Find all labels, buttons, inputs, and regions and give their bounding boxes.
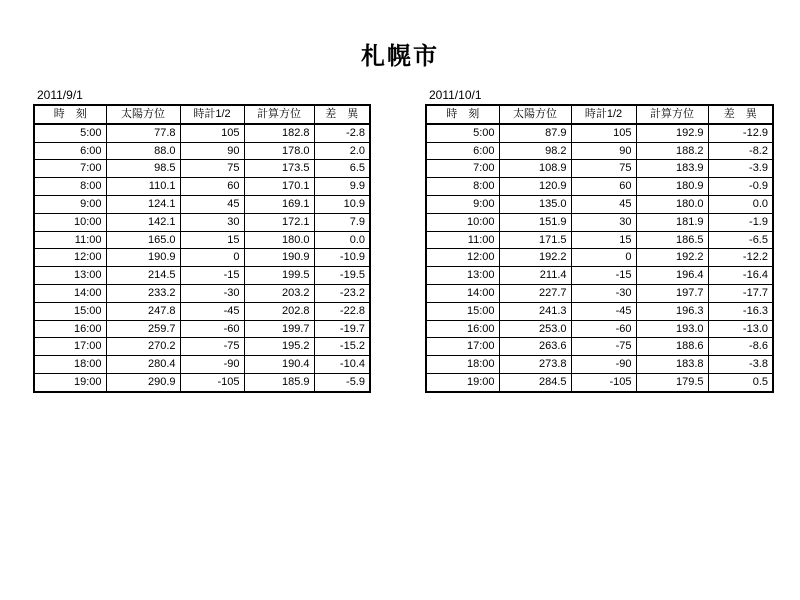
sun-azimuth-cell: 290.9 xyxy=(106,373,180,391)
difference-cell: -17.7 xyxy=(708,284,773,302)
table-row xyxy=(34,195,370,213)
time-cell: 6:00 xyxy=(426,142,499,160)
column-header: 時計1/2 xyxy=(571,105,636,124)
calc-azimuth-cell: 202.8 xyxy=(244,302,314,320)
time-cell: 8:00 xyxy=(34,178,106,196)
table-row xyxy=(426,142,773,160)
time-cell: 9:00 xyxy=(426,195,499,213)
difference-cell: -8.2 xyxy=(708,142,773,160)
sun-azimuth-cell: 214.5 xyxy=(106,267,180,285)
calc-azimuth-cell: 169.1 xyxy=(244,195,314,213)
table-row xyxy=(34,178,370,196)
sun-azimuth-cell: 108.9 xyxy=(499,160,571,178)
difference-cell: -10.4 xyxy=(314,356,370,374)
clock-half-cell: -90 xyxy=(571,356,636,374)
time-cell: 16:00 xyxy=(426,320,499,338)
calc-azimuth-cell: 193.0 xyxy=(636,320,708,338)
difference-cell: -19.5 xyxy=(314,267,370,285)
sun-azimuth-cell: 241.3 xyxy=(499,302,571,320)
calc-azimuth-cell: 203.2 xyxy=(244,284,314,302)
table-row xyxy=(426,124,773,142)
clock-half-cell: -45 xyxy=(571,302,636,320)
difference-cell: -3.9 xyxy=(708,160,773,178)
clock-half-cell: -60 xyxy=(180,320,244,338)
difference-cell: 0.0 xyxy=(314,231,370,249)
sun-azimuth-cell: 273.8 xyxy=(499,356,571,374)
sun-azimuth-cell: 124.1 xyxy=(106,195,180,213)
clock-half-cell: 60 xyxy=(571,178,636,196)
table-row xyxy=(34,320,370,338)
clock-half-cell: -75 xyxy=(571,338,636,356)
sun-azimuth-table-september xyxy=(33,104,371,393)
calc-azimuth-cell: 196.3 xyxy=(636,302,708,320)
calc-azimuth-cell: 188.6 xyxy=(636,338,708,356)
table-row xyxy=(426,284,773,302)
table-row xyxy=(34,356,370,374)
sun-azimuth-cell: 263.6 xyxy=(499,338,571,356)
time-cell: 19:00 xyxy=(34,373,106,391)
calc-azimuth-cell: 195.2 xyxy=(244,338,314,356)
difference-cell: -16.4 xyxy=(708,267,773,285)
sun-azimuth-cell: 233.2 xyxy=(106,284,180,302)
table-row xyxy=(426,195,773,213)
clock-half-cell: -15 xyxy=(571,267,636,285)
clock-half-cell: -105 xyxy=(180,373,244,391)
time-cell: 13:00 xyxy=(34,267,106,285)
time-cell: 8:00 xyxy=(426,178,499,196)
table-row xyxy=(426,267,773,285)
difference-cell: 6.5 xyxy=(314,160,370,178)
table-block-september xyxy=(33,88,371,393)
sun-azimuth-cell: 227.7 xyxy=(499,284,571,302)
table-date-label: 2011/10/1 xyxy=(429,88,482,102)
sun-azimuth-cell: 165.0 xyxy=(106,231,180,249)
calc-azimuth-cell: 180.0 xyxy=(244,231,314,249)
sun-azimuth-cell: 88.0 xyxy=(106,142,180,160)
table-row xyxy=(426,231,773,249)
time-cell: 10:00 xyxy=(34,213,106,231)
header-row xyxy=(34,105,370,124)
difference-cell: 9.9 xyxy=(314,178,370,196)
calc-azimuth-cell: 181.9 xyxy=(636,213,708,231)
table-block-october xyxy=(425,88,774,393)
difference-cell: -12.9 xyxy=(708,124,773,142)
difference-cell: 0.5 xyxy=(708,373,773,391)
sun-azimuth-cell: 151.9 xyxy=(499,213,571,231)
difference-cell: -8.6 xyxy=(708,338,773,356)
clock-half-cell: 90 xyxy=(180,142,244,160)
table-row xyxy=(34,284,370,302)
sun-azimuth-cell: 284.5 xyxy=(499,373,571,391)
sun-azimuth-cell: 190.9 xyxy=(106,249,180,267)
table-row xyxy=(426,249,773,267)
sun-azimuth-cell: 211.4 xyxy=(499,267,571,285)
difference-cell: -23.2 xyxy=(314,284,370,302)
time-cell: 17:00 xyxy=(34,338,106,356)
column-header: 太陽方位 xyxy=(106,105,180,124)
table-row xyxy=(34,142,370,160)
difference-cell: -1.9 xyxy=(708,213,773,231)
sun-azimuth-cell: 98.2 xyxy=(499,142,571,160)
table-row xyxy=(426,178,773,196)
time-cell: 5:00 xyxy=(426,124,499,142)
sun-azimuth-cell: 142.1 xyxy=(106,213,180,231)
calc-azimuth-cell: 186.5 xyxy=(636,231,708,249)
table-row xyxy=(34,373,370,391)
clock-half-cell: 105 xyxy=(571,124,636,142)
clock-half-cell: -105 xyxy=(571,373,636,391)
difference-cell: -16.3 xyxy=(708,302,773,320)
column-header: 時 刻 xyxy=(34,105,106,124)
time-cell: 18:00 xyxy=(426,356,499,374)
clock-half-cell: 75 xyxy=(571,160,636,178)
clock-half-cell: -60 xyxy=(571,320,636,338)
time-cell: 15:00 xyxy=(34,302,106,320)
table-date-label: 2011/9/1 xyxy=(37,88,83,102)
clock-half-cell: -90 xyxy=(180,356,244,374)
difference-cell: -6.5 xyxy=(708,231,773,249)
calc-azimuth-cell: 170.1 xyxy=(244,178,314,196)
column-header: 太陽方位 xyxy=(499,105,571,124)
difference-cell: -19.7 xyxy=(314,320,370,338)
clock-half-cell: 105 xyxy=(180,124,244,142)
table-row xyxy=(426,160,773,178)
difference-cell: -2.8 xyxy=(314,124,370,142)
calc-azimuth-cell: 183.9 xyxy=(636,160,708,178)
clock-half-cell: 0 xyxy=(571,249,636,267)
clock-half-cell: -15 xyxy=(180,267,244,285)
table-row xyxy=(34,267,370,285)
time-cell: 14:00 xyxy=(34,284,106,302)
sun-azimuth-cell: 280.4 xyxy=(106,356,180,374)
difference-cell: -3.8 xyxy=(708,356,773,374)
clock-half-cell: 45 xyxy=(180,195,244,213)
column-header: 差 異 xyxy=(708,105,773,124)
calc-azimuth-cell: 199.5 xyxy=(244,267,314,285)
sun-azimuth-cell: 120.9 xyxy=(499,178,571,196)
header-row xyxy=(426,105,773,124)
table-row xyxy=(34,338,370,356)
clock-half-cell: 45 xyxy=(571,195,636,213)
clock-half-cell: -75 xyxy=(180,338,244,356)
table-row xyxy=(34,124,370,142)
time-cell: 15:00 xyxy=(426,302,499,320)
time-cell: 6:00 xyxy=(34,142,106,160)
difference-cell: 7.9 xyxy=(314,213,370,231)
calc-azimuth-cell: 179.5 xyxy=(636,373,708,391)
clock-half-cell: -30 xyxy=(571,284,636,302)
column-header: 計算方位 xyxy=(244,105,314,124)
page-title: 札幌市 xyxy=(361,43,439,70)
sun-azimuth-cell: 270.2 xyxy=(106,338,180,356)
table-row xyxy=(426,213,773,231)
calc-azimuth-cell: 183.8 xyxy=(636,356,708,374)
calc-azimuth-cell: 192.9 xyxy=(636,124,708,142)
calc-azimuth-cell: 180.0 xyxy=(636,195,708,213)
sun-azimuth-cell: 247.8 xyxy=(106,302,180,320)
time-cell: 9:00 xyxy=(34,195,106,213)
sun-azimuth-cell: 98.5 xyxy=(106,160,180,178)
calc-azimuth-cell: 173.5 xyxy=(244,160,314,178)
table-row xyxy=(34,160,370,178)
calc-azimuth-cell: 199.7 xyxy=(244,320,314,338)
sun-azimuth-cell: 87.9 xyxy=(499,124,571,142)
difference-cell: 2.0 xyxy=(314,142,370,160)
time-cell: 14:00 xyxy=(426,284,499,302)
difference-cell: 10.9 xyxy=(314,195,370,213)
sun-azimuth-cell: 110.1 xyxy=(106,178,180,196)
time-cell: 10:00 xyxy=(426,213,499,231)
sun-azimuth-cell: 171.5 xyxy=(499,231,571,249)
time-cell: 7:00 xyxy=(34,160,106,178)
clock-half-cell: 15 xyxy=(180,231,244,249)
calc-azimuth-cell: 185.9 xyxy=(244,373,314,391)
time-cell: 5:00 xyxy=(34,124,106,142)
column-header: 差 異 xyxy=(314,105,370,124)
table-row xyxy=(34,249,370,267)
calc-azimuth-cell: 188.2 xyxy=(636,142,708,160)
sun-azimuth-table-october xyxy=(425,104,774,393)
clock-half-cell: -30 xyxy=(180,284,244,302)
clock-half-cell: 0 xyxy=(180,249,244,267)
calc-azimuth-cell: 190.9 xyxy=(244,249,314,267)
clock-half-cell: 60 xyxy=(180,178,244,196)
table-row xyxy=(34,213,370,231)
difference-cell: -13.0 xyxy=(708,320,773,338)
time-cell: 19:00 xyxy=(426,373,499,391)
calc-azimuth-cell: 182.8 xyxy=(244,124,314,142)
time-cell: 13:00 xyxy=(426,267,499,285)
column-header: 時計1/2 xyxy=(180,105,244,124)
table-row xyxy=(426,320,773,338)
difference-cell: -0.9 xyxy=(708,178,773,196)
time-cell: 11:00 xyxy=(426,231,499,249)
sun-azimuth-cell: 135.0 xyxy=(499,195,571,213)
column-header: 計算方位 xyxy=(636,105,708,124)
table-row xyxy=(426,373,773,391)
calc-azimuth-cell: 172.1 xyxy=(244,213,314,231)
clock-half-cell: 15 xyxy=(571,231,636,249)
difference-cell: -5.9 xyxy=(314,373,370,391)
table-row xyxy=(34,302,370,320)
time-cell: 11:00 xyxy=(34,231,106,249)
difference-cell: -15.2 xyxy=(314,338,370,356)
difference-cell: -12.2 xyxy=(708,249,773,267)
column-header: 時 刻 xyxy=(426,105,499,124)
difference-cell: -22.8 xyxy=(314,302,370,320)
clock-half-cell: 75 xyxy=(180,160,244,178)
time-cell: 12:00 xyxy=(426,249,499,267)
difference-cell: 0.0 xyxy=(708,195,773,213)
table-row xyxy=(426,356,773,374)
time-cell: 17:00 xyxy=(426,338,499,356)
sun-azimuth-cell: 192.2 xyxy=(499,249,571,267)
sun-azimuth-cell: 77.8 xyxy=(106,124,180,142)
calc-azimuth-cell: 197.7 xyxy=(636,284,708,302)
table-row xyxy=(426,302,773,320)
table-row xyxy=(426,338,773,356)
sun-azimuth-cell: 259.7 xyxy=(106,320,180,338)
time-cell: 12:00 xyxy=(34,249,106,267)
calc-azimuth-cell: 178.0 xyxy=(244,142,314,160)
calc-azimuth-cell: 192.2 xyxy=(636,249,708,267)
clock-half-cell: -45 xyxy=(180,302,244,320)
time-cell: 18:00 xyxy=(34,356,106,374)
clock-half-cell: 30 xyxy=(180,213,244,231)
clock-half-cell: 30 xyxy=(571,213,636,231)
clock-half-cell: 90 xyxy=(571,142,636,160)
time-cell: 16:00 xyxy=(34,320,106,338)
difference-cell: -10.9 xyxy=(314,249,370,267)
calc-azimuth-cell: 180.9 xyxy=(636,178,708,196)
sun-azimuth-cell: 253.0 xyxy=(499,320,571,338)
table-row xyxy=(34,231,370,249)
calc-azimuth-cell: 190.4 xyxy=(244,356,314,374)
calc-azimuth-cell: 196.4 xyxy=(636,267,708,285)
time-cell: 7:00 xyxy=(426,160,499,178)
